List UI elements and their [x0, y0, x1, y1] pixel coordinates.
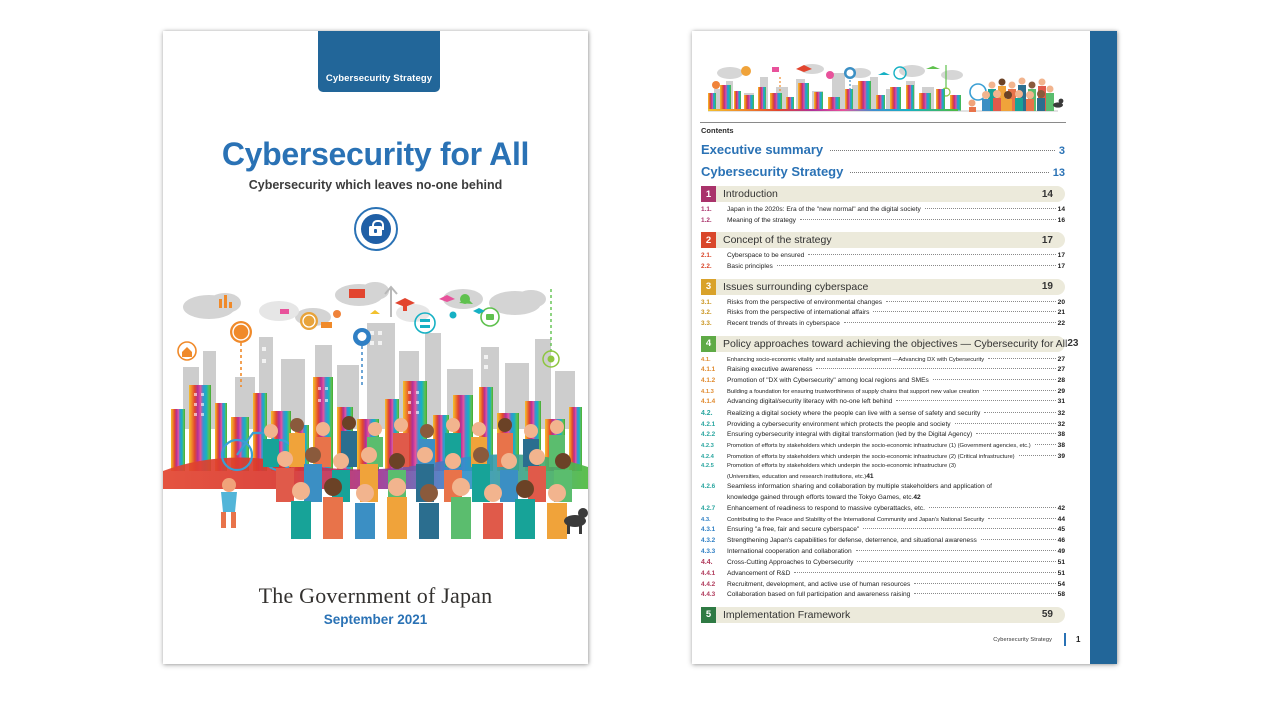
toc-leader-dots	[984, 412, 1055, 413]
section-number-badge: 3	[701, 279, 716, 295]
toc-sub-title: Meaning of the strategy	[727, 216, 796, 224]
toc-leader-dots	[1019, 455, 1056, 456]
toc-sub-page: 38	[1057, 442, 1065, 450]
toc-sub-title: Seamless information sharing and collaboration by multiple stakeholders and application of	[727, 483, 993, 491]
toc-sub-title: Recent trends of threats in cyberspace	[727, 320, 840, 328]
cover-tab-label: Cybersecurity Strategy	[325, 73, 433, 84]
toc-sub-title: Risks from the perspective of environmental changes	[727, 298, 883, 306]
contents-header-illustration	[700, 59, 1066, 121]
section-page-number: 19	[1041, 281, 1053, 293]
toc-sub-number: 4.2.3	[701, 443, 714, 450]
toc-sub-number: 4.2.1	[701, 420, 716, 428]
toc-sub-page: 39	[1057, 452, 1065, 460]
toc-sub-entry[interactable]	[701, 216, 1065, 227]
toc-sub-entry[interactable]	[701, 462, 1065, 471]
toc-sub-title: Ensuring cybersecurity integral with digital transformation (led by the Digital Agency)	[727, 431, 973, 439]
toc-sub-title-line2: (Universities, education and research institutions, etc.)	[727, 473, 867, 480]
toc-sub-page: 32	[1057, 420, 1065, 428]
lock-icon-inner	[361, 214, 391, 244]
toc-sub-title: Promotion of efforts by stakeholders which underpin the socio-economic infrastructure (1) (Government agencies, etc.)	[727, 443, 1031, 450]
toc-sub-title: Enhancement of readiness to respond to massive cyberattacks, etc.	[727, 504, 925, 512]
toc-sub-page: 31	[1057, 398, 1065, 406]
toc-section-header[interactable]	[701, 336, 1079, 352]
toc-leader-dots	[794, 572, 1055, 573]
section-number-badge: 2	[701, 232, 716, 248]
toc-sub-entry[interactable]	[701, 376, 1065, 387]
toc-section-header[interactable]	[701, 607, 1065, 623]
toc-sub-number: 4.4.1	[701, 569, 716, 577]
toc-leader-dots	[857, 561, 1055, 562]
toc-leader-dots	[988, 358, 1056, 359]
toc-sub-page: 41	[866, 472, 874, 480]
toc-sub-number: 3.1.	[701, 298, 712, 306]
toc-sub-title-line2: knowledge gained through efforts toward the Tokyo Games, etc.	[727, 494, 914, 502]
cover-page	[163, 31, 588, 664]
toc-sub-number: 4.2.	[701, 410, 713, 418]
section-number-badge: 4	[701, 336, 716, 352]
toc-sub-entry[interactable]	[701, 590, 1065, 601]
toc-sub-entry[interactable]	[701, 504, 1065, 515]
toc-sub-number: 4.2.5	[701, 463, 714, 470]
page-side-bar	[1090, 31, 1117, 664]
toc-leader-dots	[856, 550, 1056, 551]
section-title: Issues surrounding cyberspace	[723, 280, 869, 293]
toc-sub-number: 4.4.3	[701, 591, 716, 599]
toc-sub-number: 4.2.7	[701, 504, 716, 512]
toc-sub-title: Contributing to the Peace and Stability of the International Community and Japan's National Security	[727, 516, 985, 523]
toc-leader-dots	[933, 379, 1056, 380]
toc-sub-entry[interactable]	[701, 580, 1065, 591]
toc-sub-page: 32	[1057, 410, 1065, 418]
header-divider	[700, 122, 1066, 123]
toc-sub-number: 4.1.2	[701, 377, 716, 385]
contents-page	[692, 31, 1117, 664]
toc-leader-dots	[863, 528, 1055, 529]
toc-sub-title: Promotion of "DX with Cybersecurity" among local regions and SMEs	[727, 377, 929, 385]
toc-leader-dots	[896, 400, 1055, 401]
toc-top-entry[interactable]	[701, 142, 1065, 157]
toc-sub-title: Providing a cybersecurity environment which protects the people and society	[727, 420, 951, 428]
toc-sub-title: Cross-Cutting Approaches to Cybersecurity	[727, 559, 854, 567]
toc-sub-number: 1.2.	[701, 216, 712, 224]
toc-sub-title: Ensuring "a free, fair and secure cyberspace"	[727, 526, 860, 534]
toc-leader-dots	[981, 539, 1056, 540]
cover-subtitle: Cybersecurity which leaves no-one behind	[248, 178, 503, 192]
toc-sub-title: Risks from the perspective of international affairs	[727, 309, 870, 317]
toc-sub-entry[interactable]	[701, 452, 1065, 463]
toc-leader-dots	[873, 311, 1055, 312]
toc-sub-entry[interactable]	[701, 397, 1065, 408]
section-number-badge: 1	[701, 186, 716, 202]
toc-sub-entry[interactable]	[701, 408, 1065, 420]
section-page-number: 17	[1041, 234, 1053, 246]
toc-sub-entry-continuation[interactable]	[701, 493, 1065, 504]
toc-leader-dots	[808, 254, 1055, 255]
toc-sub-entry[interactable]	[701, 557, 1065, 569]
toc-sub-title: Basic principles	[727, 263, 773, 271]
toc-sub-number: 4.2.4	[701, 453, 714, 460]
toc-entry-title: Cybersecurity Strategy	[701, 164, 844, 179]
toc-sub-entry[interactable]	[701, 420, 1065, 431]
toc-sub-number: 3.2.	[701, 309, 712, 317]
toc-sub-title: Raising executive awareness	[727, 366, 813, 374]
toc-sub-number: 2.1.	[701, 252, 712, 260]
toc-sub-page: 28	[1057, 377, 1065, 385]
toc-sub-number: 4.1.3	[701, 388, 714, 395]
toc-top-entry[interactable]	[701, 164, 1065, 179]
cover-organization: The Government of Japan	[258, 583, 493, 608]
footer-document-name: Cybersecurity Strategy	[993, 636, 1052, 643]
toc-entry-title: Executive summary	[701, 142, 824, 157]
section-title: Concept of the strategy	[723, 234, 832, 247]
footer-divider	[1064, 633, 1066, 646]
toc-sub-number: 4.3.	[701, 516, 711, 523]
lock-icon-shackle	[369, 226, 382, 236]
page-footer	[692, 633, 1090, 646]
toc-section-header[interactable]	[701, 186, 1065, 202]
toc-sub-page: 42	[913, 494, 921, 502]
section-page-number: 59	[1041, 609, 1053, 621]
cover-illustration	[163, 259, 588, 549]
toc-sub-entry-continuation[interactable]	[701, 472, 1065, 483]
toc-sub-entry[interactable]	[701, 525, 1065, 536]
toc-sub-entry[interactable]	[701, 569, 1065, 580]
toc-leader-dots	[816, 368, 1055, 369]
toc-sub-page: 20	[1057, 298, 1065, 306]
toc-sub-entry[interactable]	[701, 308, 1065, 319]
toc-sub-page: 16	[1057, 216, 1065, 224]
toc-sub-page: 29	[1057, 387, 1065, 395]
toc-sub-page: 45	[1057, 526, 1065, 534]
footer-page-number: 1	[1076, 635, 1081, 644]
toc-leader-dots	[914, 593, 1055, 594]
toc-list	[701, 142, 1079, 626]
toc-sub-page: 42	[1057, 504, 1065, 512]
toc-sub-title: Enhancing socio-economic vitality and sustainable development —Advancing DX with Cybersecurity	[727, 356, 985, 363]
toc-sub-title: Building a foundation for ensuring trustworthiness of supply chains that support new value creation	[727, 388, 980, 395]
toc-sub-title: Promotion of efforts by stakeholders which underpin the socio-economic infrastructure (2) (Critical infrastructure)	[727, 453, 1015, 460]
toc-sub-entry[interactable]	[701, 251, 1065, 262]
toc-leader-dots	[886, 301, 1056, 302]
toc-leader-dots	[844, 322, 1056, 323]
toc-sub-number: 4.4.2	[701, 580, 716, 588]
section-title: Introduction	[723, 188, 778, 200]
toc-sub-title: Realizing a digital society where the people can live with a sense of safety and security	[727, 410, 981, 418]
toc-sub-entry[interactable]	[701, 205, 1065, 216]
section-title: Policy approaches toward achieving the objectives — Cybersecurity for All	[723, 337, 1068, 350]
toc-sub-title: Promotion of efforts by stakeholders which underpin the socio-economic infrastructure (3)	[727, 463, 956, 470]
toc-sub-number: 4.3.3	[701, 547, 716, 555]
toc-sub-page: 54	[1057, 580, 1065, 588]
toc-leader-dots	[777, 265, 1056, 266]
cover-date: September 2021	[323, 612, 428, 627]
toc-sub-title: International cooperation and collaboration	[727, 547, 852, 555]
toc-sub-page: 38	[1057, 431, 1065, 439]
toc-sub-entry[interactable]	[701, 441, 1065, 452]
toc-leader-dots	[988, 518, 1055, 519]
toc-sub-page: 46	[1057, 536, 1065, 544]
toc-sub-entry[interactable]	[701, 430, 1065, 441]
toc-sub-entry[interactable]	[701, 547, 1065, 558]
toc-sub-page: 17	[1057, 252, 1065, 260]
toc-sub-entry[interactable]	[701, 365, 1065, 376]
toc-sub-number: 4.1.4	[701, 398, 716, 406]
toc-entry-page: 3	[1058, 145, 1065, 157]
toc-leader-dots	[914, 583, 1055, 584]
cover-title: Cybersecurity for All	[221, 136, 530, 172]
lock-icon	[354, 207, 398, 251]
toc-sub-number: 1.1.	[701, 206, 712, 213]
toc-leader-dots	[850, 172, 1048, 173]
toc-sub-page: 49	[1057, 547, 1065, 555]
toc-leader-dots	[955, 423, 1056, 424]
toc-leader-dots	[800, 219, 1056, 220]
section-title: Implementation Framework	[723, 608, 851, 621]
toc-sub-title: Advancement of R&D	[727, 569, 791, 577]
toc-sub-page: 58	[1057, 591, 1065, 599]
toc-sub-page: 14	[1057, 206, 1065, 213]
toc-leader-dots	[976, 433, 1055, 434]
toc-sub-number: 3.3.	[701, 320, 712, 328]
toc-sub-number: 4.2.2	[701, 431, 716, 439]
toc-sub-title: Strengthening Japan's capabilities for defense, deterrence, and situational awareness	[727, 536, 977, 544]
toc-sub-page: 44	[1057, 515, 1065, 523]
toc-section-header[interactable]	[701, 232, 1065, 248]
toc-sub-entry[interactable]	[701, 262, 1065, 273]
toc-entry-page: 13	[1052, 167, 1065, 179]
toc-sub-page: 21	[1057, 309, 1065, 317]
toc-sub-title: Japan in the 2020s: Era of the "new normal" and the digital society	[727, 206, 921, 213]
toc-sub-number: 2.2.	[701, 263, 712, 271]
toc-sub-number: 4.1.	[701, 356, 711, 363]
toc-sub-title: Recruitment, development, and active use of human resources	[727, 580, 911, 588]
toc-sub-entry[interactable]	[701, 387, 1065, 398]
toc-sub-page: 51	[1057, 569, 1065, 577]
toc-sub-number: 4.3.2	[701, 536, 716, 544]
toc-sub-page: 17	[1057, 263, 1065, 271]
cover-tab-banner	[318, 31, 440, 92]
toc-sub-page: 27	[1057, 355, 1065, 363]
toc-sub-number: 4.2.6	[701, 483, 716, 491]
toc-sub-entry[interactable]	[701, 536, 1065, 547]
toc-sub-page: 22	[1057, 320, 1065, 328]
toc-sub-title: Advancing digital/security literacy with no-one left behind	[727, 398, 893, 406]
section-page-number: 23	[1067, 338, 1079, 350]
toc-sub-entry[interactable]	[701, 355, 1065, 366]
toc-sub-title: Cyberspace to be ensured	[727, 252, 805, 260]
toc-sub-number: 4.3.1	[701, 526, 716, 534]
toc-leader-dots	[925, 208, 1056, 209]
toc-sub-entry[interactable]	[701, 515, 1065, 526]
toc-sub-page: 27	[1057, 366, 1065, 374]
toc-sub-page: 51	[1057, 559, 1065, 567]
toc-leader-dots	[929, 507, 1056, 508]
toc-section-header[interactable]	[701, 279, 1065, 295]
toc-sub-entry[interactable]	[701, 319, 1065, 330]
toc-sub-number: 4.1.1	[701, 366, 716, 374]
contents-label: Contents	[701, 126, 734, 135]
toc-sub-title: Collaboration based on full participation and awareness raising	[727, 591, 911, 599]
section-number-badge: 5	[701, 607, 716, 623]
section-page-number: 14	[1041, 188, 1053, 200]
toc-sub-number: 4.4.	[701, 559, 713, 567]
toc-leader-dots	[983, 390, 1055, 391]
toc-leader-dots	[1035, 444, 1056, 445]
toc-leader-dots	[830, 150, 1055, 151]
toc-sub-entry[interactable]	[701, 482, 1065, 493]
toc-sub-entry[interactable]	[701, 298, 1065, 309]
